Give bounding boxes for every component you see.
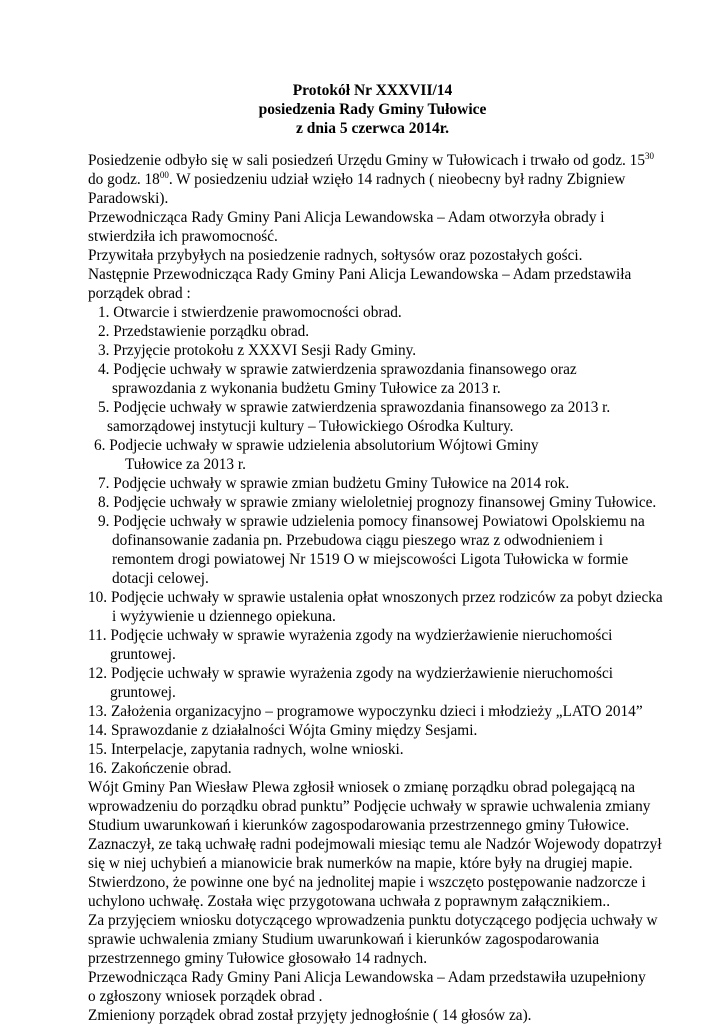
agenda-item-continuation: dotacji celowej. (112, 570, 209, 587)
agenda-item-continuation: sprawozdania z wykonania budżetu Gminy Tułowice za 2013 r. (112, 380, 501, 397)
closing-line: o zgłoszony wniosek porządek obrad . (88, 988, 323, 1005)
closing-line: Zaznaczył, ze taką uchwałę radni podejmowali miesiąc temu ale Nadzór Wojewody dopatrzył (88, 836, 662, 853)
agenda-item-continuation: remontem drogi powiatowej Nr 1519 O w miejscowości Ligota Tułowicka w formie (112, 551, 629, 568)
agenda-item: 4. Podjęcie uchwały w sprawie zatwierdzenia sprawozdania finansowego oraz (98, 361, 577, 378)
agenda-item-continuation: dofinansowanie zadania pn. Przebudowa ciągu pieszego wraz z odwodnieniem i (112, 532, 604, 549)
closing-line: Stwierdzono, że powinne one być na jednolitej mapie i wszczęto postępowanie nadzorcze i (88, 874, 646, 891)
agenda-item: 7. Podjęcie uchwały w sprawie zmian budżetu Gminy Tułowice na 2014 rok. (98, 475, 570, 492)
document-title (0, 81, 725, 138)
title-session-name: posiedzenia Rady Gminy Tułowice (258, 101, 487, 118)
intro-line: porządek obrad : (88, 285, 191, 302)
agenda-item: 8. Podjęcie uchwały w sprawie zmiany wieloletniej prognozy finansowej Gminy Tułowice. (98, 494, 657, 511)
intro-text: . W posiedzeniu udział wzięło 14 radnych ( nieobecny był radny Zbigniew (168, 171, 626, 188)
title-protocol-number: Protokół Nr XXXVII/14 (292, 82, 453, 99)
agenda-item: 12. Podjęcie uchwały w sprawie wyrażenia zgody na wydzierżawienie nieruchomości (88, 665, 613, 682)
intro-line: Przewodnicząca Rady Gminy Pani Alicja Lewandowska – Adam otworzyła obrady i (88, 209, 605, 226)
time-superscript: 30 (644, 151, 654, 161)
intro-text: Posiedzenie odbyło się w sali posiedzeń Urzędu Gminy w Tułowicach i trwało od godz. 15 (88, 152, 645, 169)
agenda-item-continuation: gruntowej. (110, 684, 176, 701)
intro-line: Następnie Przewodnicząca Rady Gminy Pani Alicja Lewandowska – Adam przedstawiła (88, 266, 632, 283)
intro-line: stwierdziła ich prawomocność. (88, 228, 278, 245)
title-session-date: z dnia 5 czerwca 2014r. (295, 120, 450, 137)
agenda-item: 9. Podjęcie uchwały w sprawie udzielenia pomocy finansowej Powiatowi Opolskiemu na (98, 513, 645, 530)
intro-text: do godz. 18 (88, 171, 160, 188)
document-body (88, 151, 663, 1025)
agenda-item: 5. Podjęcie uchwały w sprawie zatwierdzenia sprawozdania finansowego za 2013 r. (98, 399, 611, 416)
closing-line: uchylono uchwałę. Została więc przygotowana uchwała z poprawnym załącznikiem.. (88, 893, 611, 910)
closing-line: się w niej uchybień a mianowicie brak numerków na mapie, które były na drugiej mapie. (88, 855, 633, 872)
agenda-item: 16. Zakończenie obrad. (88, 760, 232, 777)
closing-line: Studium uwarunkowań i kierunków zagospodarowania przestrzennego gminy Tułowice. (88, 817, 630, 834)
agenda-item: 14. Sprawozdanie z działalności Wójta Gminy między Sesjami. (88, 722, 478, 739)
closing-line: sprawie uchwalenia zmiany Studium uwarunkowań i kierunków zagospodarowania (88, 931, 600, 948)
closing-line: Za przyjęciem wniosku dotyczącego wprowadzenia punktu dotyczącego podjęcia uchwały w (88, 912, 658, 929)
intro-line: Paradowski). (88, 190, 169, 207)
agenda-item: 1. Otwarcie i stwierdzenie prawomocności obrad. (98, 304, 402, 321)
agenda-item-continuation: Tułowice za 2013 r. (125, 456, 246, 473)
agenda-item: 15. Interpelacje, zapytania radnych, wolne wnioski. (88, 741, 404, 758)
time-superscript: 00 (159, 170, 169, 180)
agenda-item: 3. Przyjęcie protokołu z XXXVI Sesji Rady Gminy. (98, 342, 417, 359)
agenda-item-continuation: samorządowej instytucji kultury – Tułowickiego Ośrodka Kultury. (107, 418, 514, 435)
agenda-item: 10. Podjęcie uchwały w sprawie ustalenia opłat wnoszonych przez rodziców za pobyt dziecka (88, 589, 663, 606)
intro-line (88, 151, 654, 170)
closing-line: Przewodnicząca Rady Gminy Pani Alicja Lewandowska – Adam przedstawiła uzupełniony (88, 969, 646, 986)
agenda-item: 11. Podjęcie uchwały w sprawie wyrażenia zgody na wydzierżawienie nieruchomości (88, 627, 613, 644)
agenda-item-continuation: gruntowej. (110, 646, 176, 663)
closing-line: Zmieniony porządek obrad został przyjęty jednogłośnie ( 14 głosów za). (88, 1007, 532, 1024)
intro-line: Przywitała przybyłych na posiedzenie radnych, sołtysów oraz pozostałych gości. (88, 247, 583, 264)
agenda-item-continuation: i wyżywienie u dziennego opiekuna. (112, 608, 336, 625)
intro-line (88, 170, 648, 189)
closing-line: przestrzennego gminy Tułowice głosowało 14 radnych. (88, 950, 428, 967)
agenda-item: 6. Podjecie uchwały w sprawie udzielenia absolutorium Wójtowi Gminy (94, 437, 539, 454)
agenda-item: 2. Przedstawienie porządku obrad. (98, 323, 310, 340)
closing-line: wprowadzeniu do porządku obrad punktu” Podjęcie uchwały w sprawie uchwalenia zmiany (88, 798, 651, 815)
agenda-item: 13. Założenia organizacyjno – programowe wypoczynku dzieci i młodzieży „LATO 2014” (88, 703, 643, 720)
closing-line: Wójt Gminy Pan Wiesław Plewa zgłosił wniosek o zmianę porządku obrad polegającą na (88, 779, 636, 796)
